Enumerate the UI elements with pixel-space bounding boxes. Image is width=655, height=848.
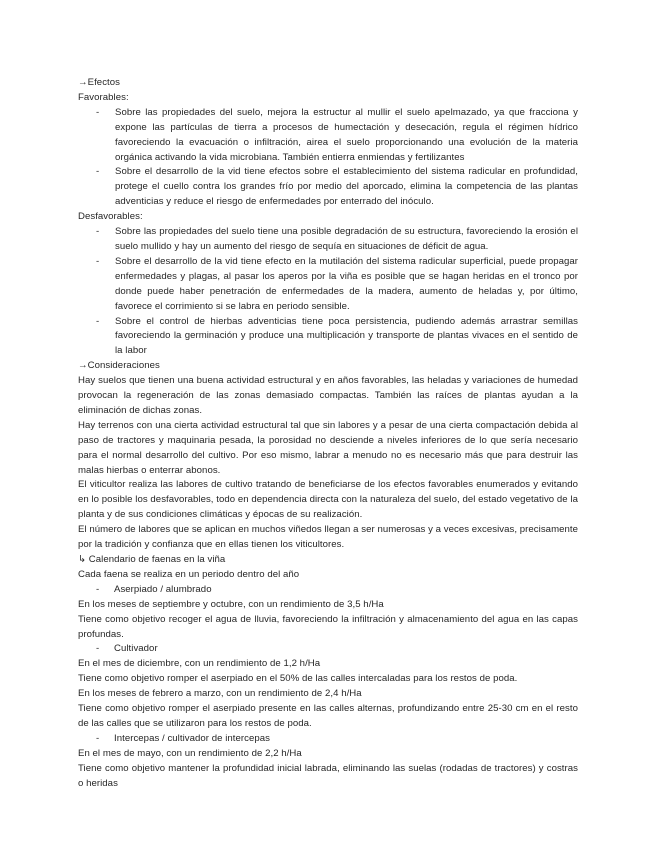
bullet-dash: - — [96, 643, 100, 655]
bullet-dash: - — [96, 315, 100, 327]
faena-title — [78, 583, 578, 598]
paragraph: Hay terrenos con una cierta actividad estructural tal que sin labores y a pesar de una cierta compactación debida al paso de tractores y maquinaria pesada, la porosidad no desciende a niveles inferiores de lo que sería necesario para el normal desarrollo del cultivo. Por eso mismo, labrar a menudo no es necesario más que para destruir las malas hierbas o enterrar abonos. — [78, 419, 578, 476]
faena-line: Tiene como objetivo mantener la profundidad inicial labrada, eliminando las suelas (rodadas de tractores) y costras o heridas — [78, 762, 578, 789]
calendario-intro: Cada faena se realiza en un periodo dentro del año — [78, 568, 300, 580]
bullet-dash: - — [96, 255, 100, 267]
faena-line: Tiene como objetivo romper el aserpiado en el 50% de las calles intercaladas para los restos de poda. — [78, 673, 518, 685]
heading-efectos: →Efectos — [78, 77, 120, 88]
faena-title — [78, 732, 578, 747]
list-item-desfavorable — [78, 255, 578, 315]
faena-line: Tiene como objetivo recoger el agua de lluvia, favoreciendo la infiltración y almacenamiento del agua en las capas profundas. — [78, 613, 578, 640]
list-item-text: Sobre las propiedades del suelo, mejora la estructur al mullir el suelo apelmazado, ya que fracciona y expone las partículas de tierra a procesos de humectación y desecación, regula el régimen hídrico favoreciendo la evacuación o infiltración, airea el suelo proporcionando una evolución de la materia orgánica activando la vida microbiana. También entierra enmiendas y fertilizantes — [115, 106, 578, 163]
faena-line: Tiene como objetivo romper el aserpiado presente en las calles alternas, profundizando entre 25-30 cm en el resto de las calles que se utilizaron para los restos de poda. — [78, 703, 578, 729]
heading-calendario: ↳ Calendario de faenas en la viña — [78, 554, 226, 565]
label-favorables: Favorables: — [78, 91, 129, 103]
list-item-favorable — [78, 106, 578, 166]
bullet-dash: - — [96, 732, 100, 744]
paragraph: Hay suelos que tienen una buena actividad estructural y en años favorables, las heladas y variaciones de humedad provocan la regeneración de las zonas demasiado compactas. También las raíces de plantas ayudan a la eliminación de dichas zonas. — [78, 375, 578, 416]
heading-consideraciones: →Consideraciones — [78, 360, 160, 372]
list-item-desfavorable — [78, 225, 578, 255]
faena-title-text: Aserpiado / alumbrado — [114, 583, 212, 595]
paragraph: El viticultor realiza las labores de cultivo tratando de beneficiarse de los efectos favorables enumerados y evitando en lo posible los desfavorables, todo en dependencia directa con la naturaleza del suelo, del estado vegetativo de la planta y de sus condiciones climáticas y épocas de su realización. — [78, 479, 578, 521]
bullet-dash: - — [96, 226, 100, 238]
faena-line: En el mes de mayo, con un rendimiento de 2,2 h/Ha — [78, 747, 302, 759]
bullet-dash: - — [96, 166, 100, 178]
faena-line: En los meses de septiembre y octubre, con un rendimiento de 3,5 h/Ha — [78, 598, 384, 610]
label-desfavorables: Desfavorables: — [78, 211, 143, 223]
list-item-favorable — [78, 165, 578, 210]
bullet-dash: - — [96, 106, 100, 118]
list-item-desfavorable — [78, 315, 578, 360]
paragraph: El número de labores que se aplican en muchos viñedos llegan a ser numerosas y a veces excesivas, precisamente por la tradición y confianza que en ellas tienen los viticultores. — [78, 524, 578, 551]
faena-title-text: Intercepas / cultivador de intercepas — [114, 732, 270, 744]
faena-title — [78, 642, 578, 657]
faena-line: En el mes de diciembre, con un rendimiento de 1,2 h/Ha — [78, 658, 321, 670]
document-body — [78, 76, 578, 792]
bullet-dash: - — [96, 583, 100, 595]
list-item-text: Sobre el control de hierbas adventicias tiene poca persistencia, pudiendo además arrastrar semillas favoreciendo la germinación y produce una multiplicación y transporte de plantas vivaces en el sentido de la labor — [115, 315, 578, 357]
list-item-text: Sobre el desarrollo de la vid tiene efecto en la mutilación del sistema radicular superficial, puede propagar enfermedades y plagas, al pasar los aperos por la viña es posible que se hagan heridas en el tronco por donde puede haber penetración de enfermedades de la madera, aumento de heladas y, por último, favorece el corrimiento si se labra en periodo sensible. — [115, 255, 578, 312]
list-item-text: Sobre las propiedades del suelo tiene una posible degradación de su estructura, favoreciendo la erosión el suelo mullido y hay un aumento del riesgo de sequía en situaciones de déficit de agua. — [115, 226, 578, 252]
faena-line: En los meses de febrero a marzo, con un rendimiento de 2,4 h/Ha — [78, 688, 362, 700]
list-item-text: Sobre el desarrollo de la vid tiene efectos sobre el establecimiento del sistema radicular en profundidad, protege el cuello contra los grandes frío por medio del aporcado, elimina la competencia de las plantas adventicias y reduce el riesgo de enfermedades por enterrado del inóculo. — [115, 166, 578, 208]
faena-title-text: Cultivador — [114, 643, 158, 655]
